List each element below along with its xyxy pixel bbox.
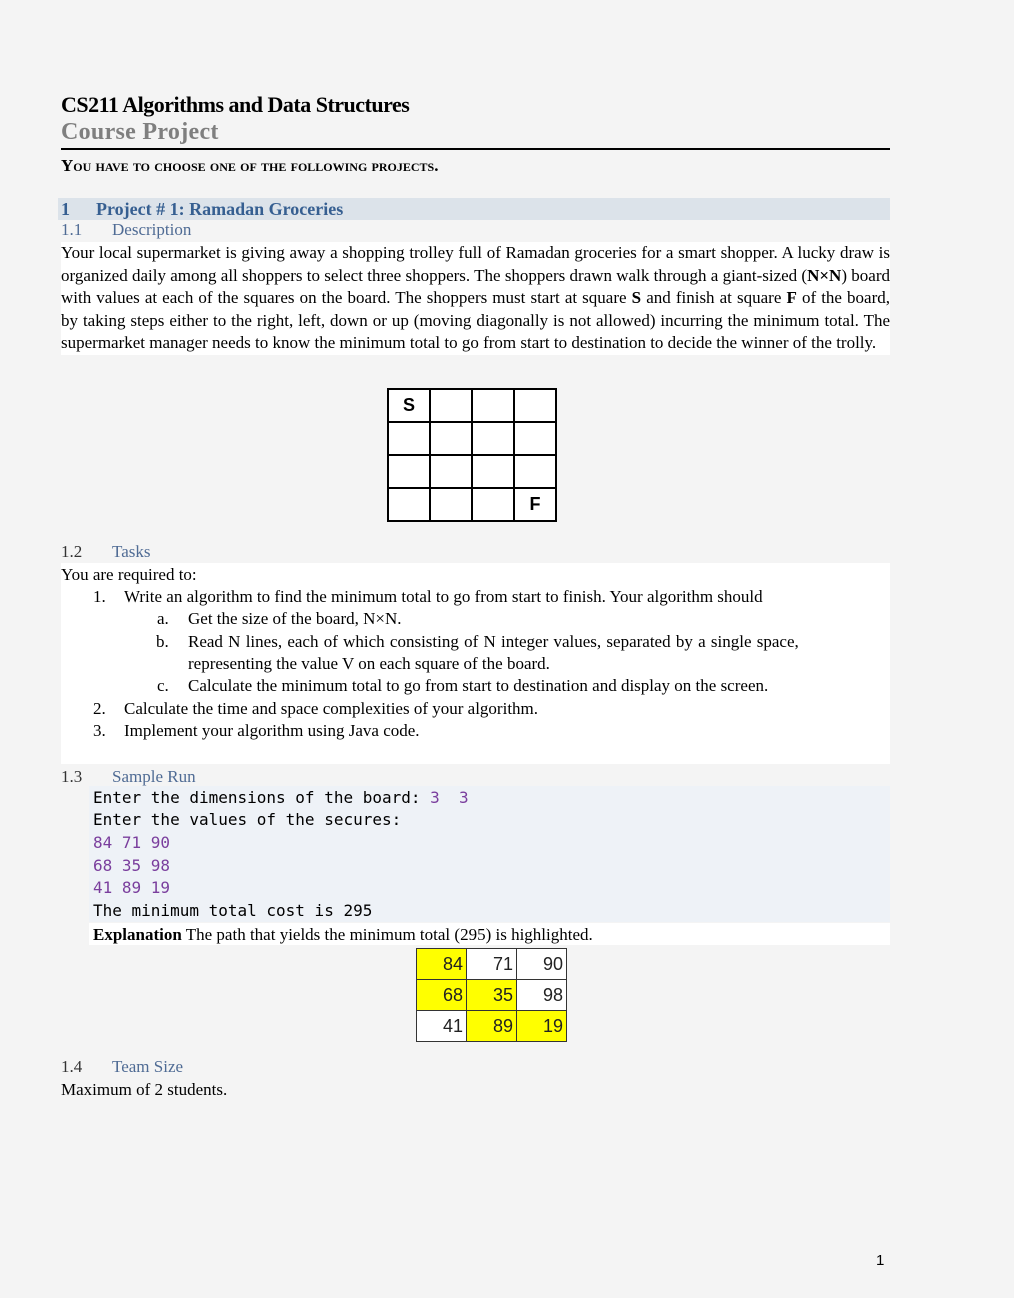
board-cell [430,422,472,455]
result-cell: 71 [467,949,517,980]
heading-title: Sample Run [112,767,196,786]
board-cell [430,455,472,488]
board-cell [472,455,514,488]
section-heading-1 [58,198,890,220]
task-marker: c. [157,676,169,695]
board-cell [430,389,472,422]
board-cell: S [388,389,430,422]
desc-text: of the board, by taking steps either to the right, left, down or up (moving diagonally is not allowed) incurring the minimum total. The supermarket manager needs to know the minimum total to go from start to destination to decide the winner of the trolly. [61,288,891,353]
desc-bold-s: S [631,288,642,308]
result-cell: 98 [517,980,567,1011]
board-cell: F [514,488,556,521]
task-text: Calculate the time and space complexities of your algorithm. [124,699,539,718]
console-line: The minimum total cost is 295 [93,901,373,920]
task-text: representing the value V on each square of the board. [188,654,550,673]
task-text: Read N lines, each of which consisting of N integer values, separated by a single space, [188,632,799,651]
desc-bold-nxn: N×N [807,265,842,285]
result-row [417,949,567,980]
task-marker: a. [157,609,169,628]
result-row [417,980,567,1011]
board-cell [388,488,430,521]
task-marker: 2. [93,699,106,718]
tasks-lead: You are required to: [61,565,197,584]
board-cell [430,488,472,521]
desc-text: and finish at square [641,288,787,308]
console-prompt: Enter the dimensions of the board: [93,788,431,807]
console-line: Enter the values of the secures: [93,810,402,829]
task-text: Calculate the minimum total to go from start to destination and display on the screen. [188,676,769,695]
heading-number: 1.4 [61,1057,83,1076]
board-cell [472,422,514,455]
title-divider [61,148,890,150]
task-marker: b. [156,632,169,651]
console-input: 3 3 [430,788,469,807]
board-cell [514,455,556,488]
heading-title: Team Size [112,1057,184,1076]
course-subtitle: Course Project [61,119,219,145]
board-cell [514,422,556,455]
result-row [417,1011,567,1042]
task-text: Get the size of the board, N×N. [188,609,402,628]
explanation [93,925,593,945]
heading-title: Description [112,220,192,239]
board-cell [472,488,514,521]
result-cell: 35 [467,980,517,1011]
board-diagram [387,388,557,522]
result-cell: 19 [517,1011,567,1042]
page-number: 1 [876,1252,885,1269]
result-cell: 84 [417,949,467,980]
board-cell [514,389,556,422]
result-cell: 41 [417,1011,467,1042]
section-title: Project # 1: Ramadan Groceries [96,199,344,219]
explanation-label: Explanation [93,925,182,944]
team-size-text: Maximum of 2 students. [61,1080,228,1099]
description-paragraph [61,242,890,355]
intro-text: You have to choose one of the following projects. [61,156,439,175]
task-text: Implement your algorithm using Java code. [124,721,420,740]
console-input: 84 71 90 [93,833,171,852]
result-cell: 90 [517,949,567,980]
heading-number: 1.2 [61,542,83,561]
console-line [93,788,469,807]
heading-title: Tasks [112,542,151,561]
task-marker: 1. [93,587,106,606]
result-grid [416,948,567,1042]
task-marker: 3. [93,721,106,740]
task-text: Write an algorithm to find the minimum total to go from start to finish. Your algorithm should [124,587,763,606]
heading-number: 1.3 [61,767,83,786]
course-title: CS211 Algorithms and Data Structures [61,92,410,117]
result-cell: 68 [417,980,467,1011]
board-cell [388,422,430,455]
console-input: 68 35 98 [93,856,171,875]
heading-number: 1.1 [61,220,83,239]
board-cell [472,389,514,422]
desc-bold-f: F [786,288,797,308]
desc-text: Your local supermarket is giving away a shopping trolley full of Ramadan groceries for a smart shopper. A lucky draw is organized daily among all shoppers to select three shoppers. The shoppers drawn walk through a giant-sized ( [61,243,890,285]
board-cell [388,455,430,488]
console-input: 41 89 19 [93,878,171,897]
explanation-text: The path that yields the minimum total (295) is highlighted. [181,925,593,944]
result-cell: 89 [467,1011,517,1042]
section-number: 1 [61,199,70,219]
desc-text: ) board with values at each of the squares on the board. The shoppers must start at square [61,265,890,308]
